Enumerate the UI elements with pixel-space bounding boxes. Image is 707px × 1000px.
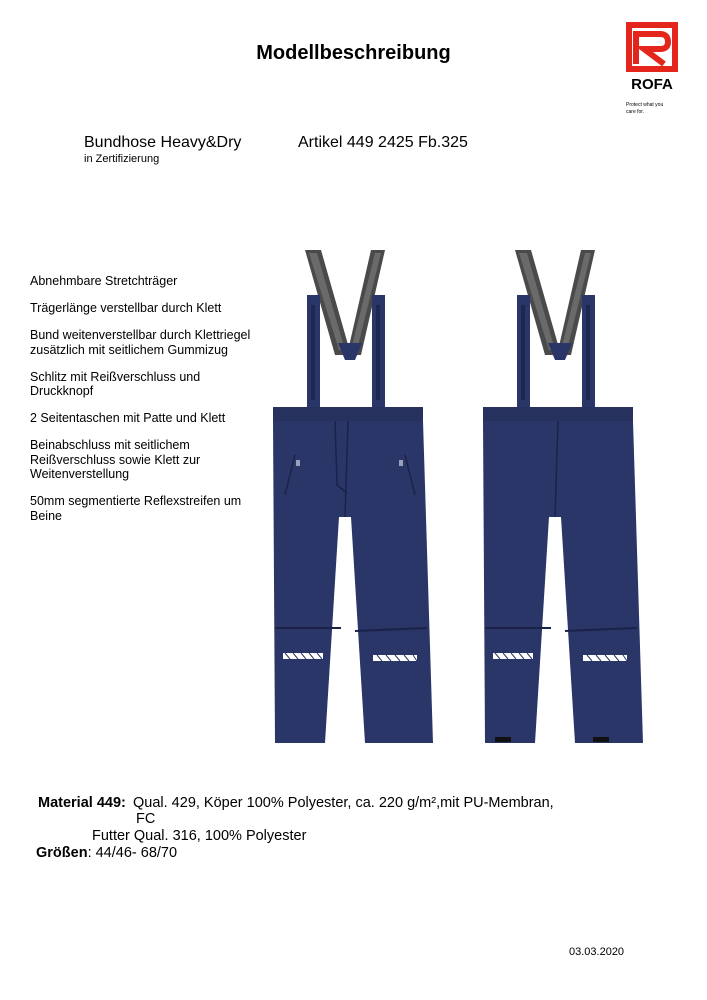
feature-line: Beinabschluss mit seitlichem [30,438,190,452]
feature-item [30,328,260,357]
article-number: Artikel 449 2425 Fb.325 [298,134,468,151]
feature-item [30,370,260,399]
feature-item [30,438,260,482]
sizes-line [36,845,177,861]
feature-line: 2 Seitentaschen mit Patte und Klett [30,411,226,425]
logo-brand-text: ROFA [631,76,673,93]
feature-line: Trägerlänge verstellbar durch Klett [30,301,222,315]
sizes-label: Größen [36,845,88,861]
feature-line: Druckknopf [30,384,94,398]
feature-line: Abnehmbare Stretchträger [30,274,178,288]
certification-status: in Zertifizierung [84,153,160,165]
logo-tagline-1: Protect what you [626,102,664,108]
feature-item [30,274,260,289]
material-label: Material 449: [38,795,126,811]
rofa-logo [624,22,680,120]
feature-list [30,274,260,536]
page-title: Modellbeschreibung [256,42,451,64]
material-lining: Futter Qual. 316, 100% Polyester [92,828,307,844]
feature-line: Reißverschluss sowie Klett zur [30,452,201,467]
feature-line: zusätzlich mit seitlichem Gummizug [30,342,228,357]
trousers-illustration [255,245,650,750]
feature-line: Weitenverstellung [30,467,130,481]
logo-tagline-2: care for. [626,109,645,115]
feature-line: 50mm segmentierte Reflexstreifen um [30,494,242,508]
material-line-1: Qual. 429, Köper 100% Polyester, ca. 220 g/m²,mit PU-Membran, [133,795,554,811]
feature-line: Schlitz mit Reißverschluss und [30,369,201,384]
feature-item [30,494,260,523]
feature-line: Bund weitenverstellbar durch Klettriegel [30,328,251,342]
feature-line: Beine [30,508,62,523]
material-section [36,795,636,875]
feature-item [30,301,260,316]
document-date: 03.03.2020 [569,946,625,958]
material-line-2: FC [136,811,156,827]
product-name: Bundhose Heavy&Dry [84,134,242,151]
sizes-value: : 44/46- 68/70 [87,845,178,861]
feature-item [30,411,260,426]
